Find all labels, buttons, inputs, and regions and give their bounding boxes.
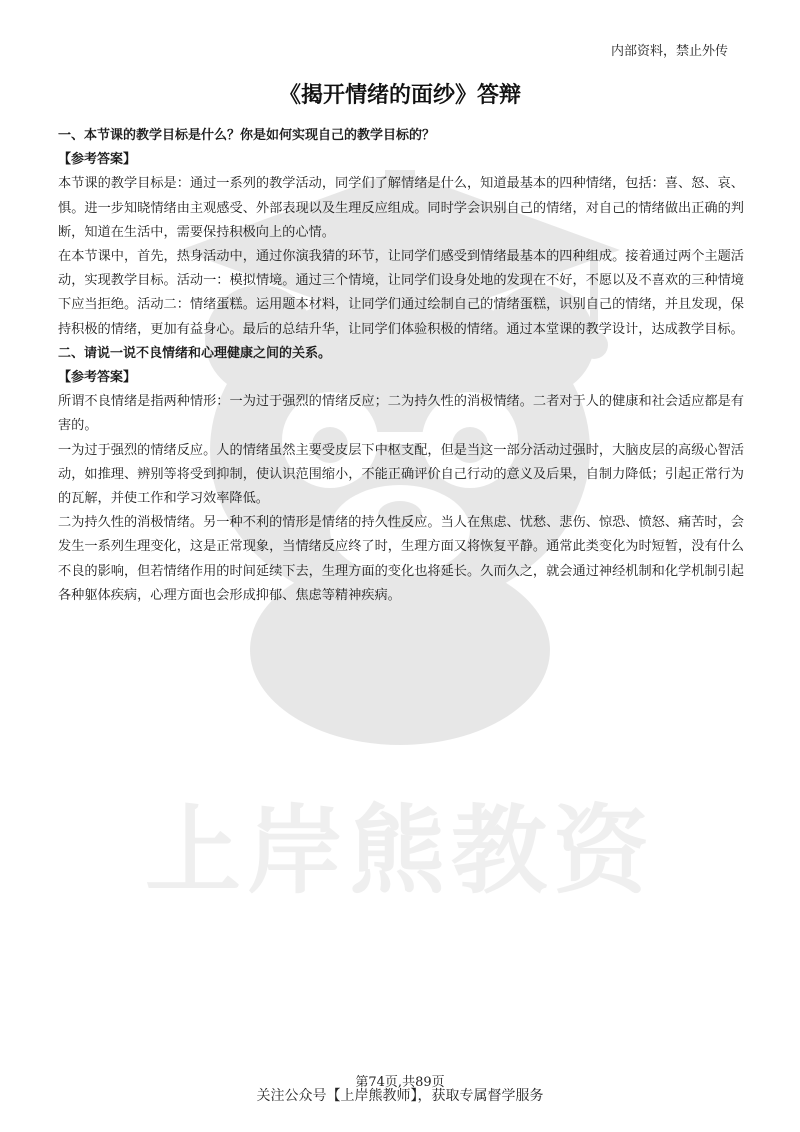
- answer-label: 【参考答案】: [58, 152, 137, 168]
- answer-paragraph: 一为过于强烈的情绪反应。人的情绪虽然主要受皮层下中枢支配，但是当这一部分活动过强时，大脑皮层的高级心智活动，如推理、辨别等将受到抑制，使认识范围缩小，不能正确评价自己行动的意义及后果，自制力降低；引起正常行为的瓦解，并使工作和学习效率降低。: [58, 442, 744, 507]
- answer-label: 【参考答案】: [58, 370, 137, 386]
- answer-paragraph: 本节课的教学目标是：通过一系列的教学活动，同学们了解情绪是什么，知道最基本的四种情绪，包括：喜、怒、哀、惧。进一步知晓情绪由主观感受、外部表现以及生理反应组成。同时学会识别自己的情绪，对自己的情绪做出正确的判断，知道在生活中，需要保持积极向上的心情。: [58, 176, 744, 240]
- confidential-note: 内部资料，禁止外传: [610, 44, 728, 59]
- answer-paragraph: 二为持久性的消极情绪。另一种不利的情形是情绪的持久性反应。当人在焦虑、忧愁、悲伤、惊恐、愤怒、痛苦时，会发生一系列生理变化，这是正常现象，当情绪反应终了时，生理方面又将恢复平静。通常此类变化为时短暂，没有什么不良的影响，但若情绪作用的时间延续下去，生理方面的变化也将延长。久而久之，就会通过神经机制和化学机制引起各种躯体疾病，心理方面也会形成抑郁、焦虑等精神疾病。: [58, 515, 744, 603]
- answer-paragraph: 所谓不良情绪是指两种情形：一为过于强烈的情绪反应；二为持久性的消极情绪。二者对于人的健康和社会适应都是有害的。: [58, 394, 744, 434]
- document-title: 《揭开情绪的面纱》答辩: [278, 83, 521, 108]
- footer-promo: 关注公众号【上岸熊教师】，获取专属督学服务: [256, 1088, 544, 1104]
- document-body: [58, 124, 744, 608]
- page-number: 第74页,共89页: [355, 1075, 445, 1090]
- question-heading: 一、本节课的教学目标是什么？你是如何实现自己的教学目标的？: [58, 128, 436, 143]
- answer-paragraph: 在本节课中，首先，热身活动中，通过你演我猜的环节，让同学们感受到情绪最基本的四种组成。接着通过两个主题活动，实现教学目标。活动一：模拟情境。通过三个情境，让同学们设身处地的发现在不好，不愿以及不喜欢的三种情境下应当拒绝。活动二：情绪蛋糕。运用题本材料，让同学们通过绘制自己的情绪蛋糕，识别自己的情绪，并且发现，保持积极的情绪，更加有益身心。最后的总结升华，让同学们体验积极的情绪。通过本堂课的教学设计，达成教学目标。: [58, 249, 744, 337]
- question-section-1: [58, 124, 744, 342]
- watermark-text: 上岸熊教资: [145, 795, 655, 907]
- question-heading: 二、请说一说不良情绪和心理健康之间的关系。: [58, 345, 332, 361]
- question-section-2: [58, 342, 744, 608]
